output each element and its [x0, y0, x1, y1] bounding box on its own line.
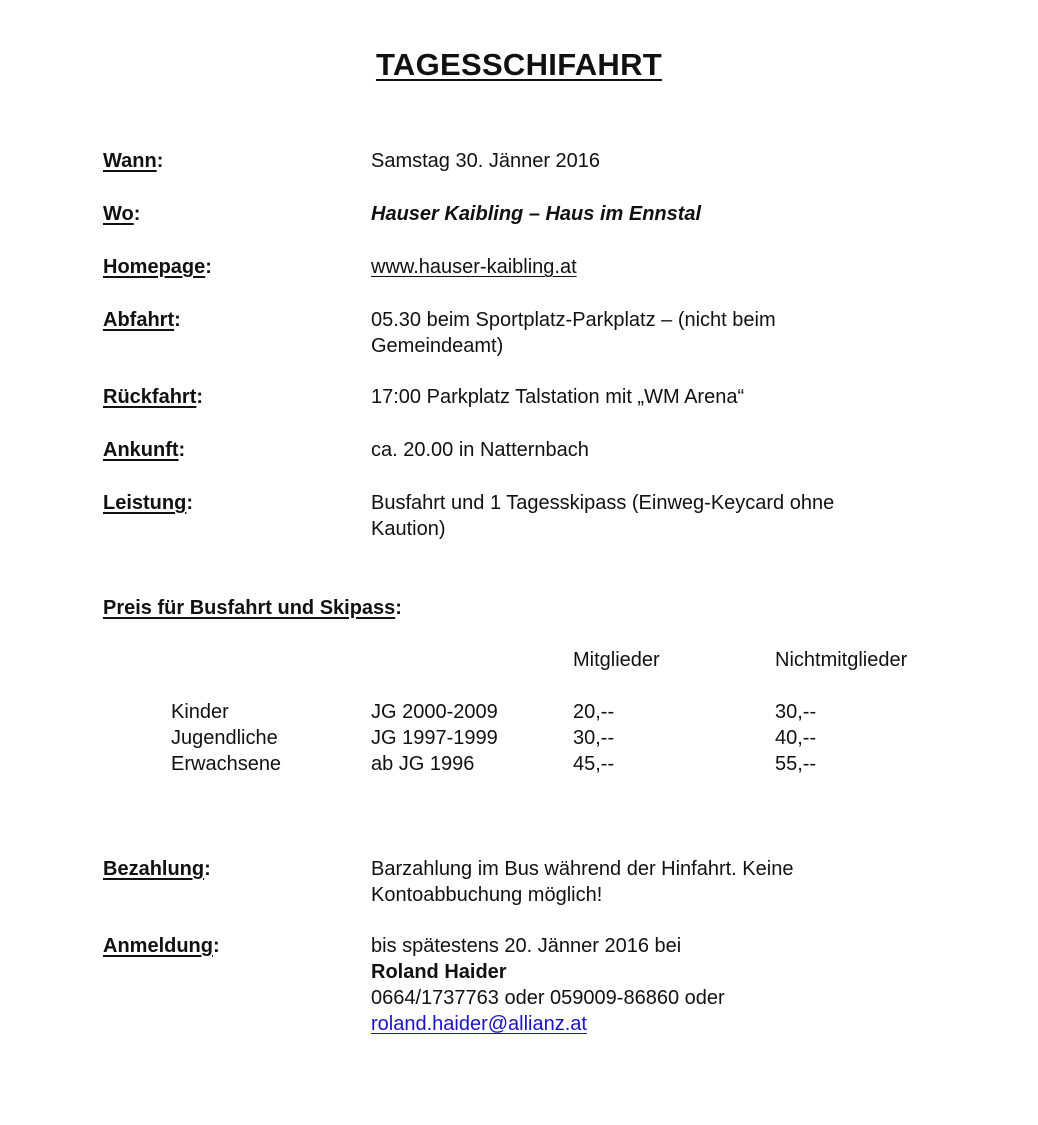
anmeldung-deadline: bis spätestens 20. Jänner 2016 bei	[371, 935, 682, 957]
value-leistung	[371, 490, 931, 542]
price-row-category: Kinder	[171, 701, 229, 723]
value-anmeldung	[371, 933, 931, 1037]
value-ankunft: ca. 20.00 in Natternbach	[371, 439, 589, 461]
abfahrt-line-2: Gemeindeamt)	[371, 335, 504, 357]
bezahlung-line-2: Kontoabbuchung möglich!	[371, 884, 603, 906]
homepage-link[interactable]: www.hauser-kaibling.at	[371, 256, 577, 278]
page-title	[0, 46, 1038, 84]
price-row-category: Jugendliche	[171, 727, 278, 749]
price-row-members: 45,--	[573, 753, 615, 775]
anmeldung-phone: 0664/1737763 oder 059009-86860 oder	[371, 987, 725, 1009]
value-wann: Samstag 30. Jänner 2016	[371, 150, 601, 172]
value-abfahrt	[371, 307, 931, 359]
label-ankunft: Ankunft:	[103, 439, 186, 461]
price-row-category: Erwachsene	[171, 753, 282, 775]
label-homepage: Homepage:	[103, 256, 212, 278]
anmeldung-email-link[interactable]: roland.haider@allianz.at	[371, 1013, 587, 1035]
price-heading: Preis für Busfahrt und Skipass:	[103, 597, 402, 619]
price-row-members: 30,--	[573, 727, 615, 749]
label-rueckfahrt: Rückfahrt:	[103, 386, 204, 408]
price-table	[0, 647, 1038, 787]
price-row-years: ab JG 1996	[371, 753, 475, 775]
label-wo: Wo:	[103, 203, 141, 225]
abfahrt-line-1: 05.30 beim Sportplatz-Parkplatz – (nicht beim	[371, 309, 776, 331]
value-rueckfahrt: 17:00 Parkplatz Talstation mit „WM Arena“	[371, 386, 745, 408]
price-row-years: JG 2000-2009	[371, 701, 498, 723]
price-row-members: 20,--	[573, 701, 615, 723]
label-abfahrt: Abfahrt:	[103, 309, 181, 331]
page-title-text: TAGESSCHIFAHRT	[375, 47, 663, 82]
price-row-nonmembers: 40,--	[775, 727, 817, 749]
value-wo: Hauser Kaibling – Haus im Ennstal	[371, 203, 702, 225]
price-row-nonmembers: 55,--	[775, 753, 817, 775]
label-leistung: Leistung:	[103, 492, 194, 514]
price-header-nonmembers: Nichtmitglieder	[775, 649, 908, 671]
value-homepage	[371, 254, 931, 280]
leistung-line-2: Kaution)	[371, 518, 446, 540]
label-bezahlung: Bezahlung:	[103, 858, 211, 880]
label-anmeldung: Anmeldung:	[103, 935, 220, 957]
bezahlung-line-1: Barzahlung im Bus während der Hinfahrt. Keine	[371, 858, 794, 880]
anmeldung-email-line	[371, 1011, 931, 1037]
price-row-nonmembers: 30,--	[775, 701, 817, 723]
value-bezahlung	[371, 856, 931, 908]
label-wann: Wann:	[103, 150, 164, 172]
price-header-members: Mitglieder	[573, 649, 660, 671]
leistung-line-1: Busfahrt und 1 Tagesskipass (Einweg-Keycard ohne	[371, 492, 835, 514]
price-row-years: JG 1997-1999	[371, 727, 498, 749]
anmeldung-contact-name: Roland Haider	[371, 961, 507, 983]
